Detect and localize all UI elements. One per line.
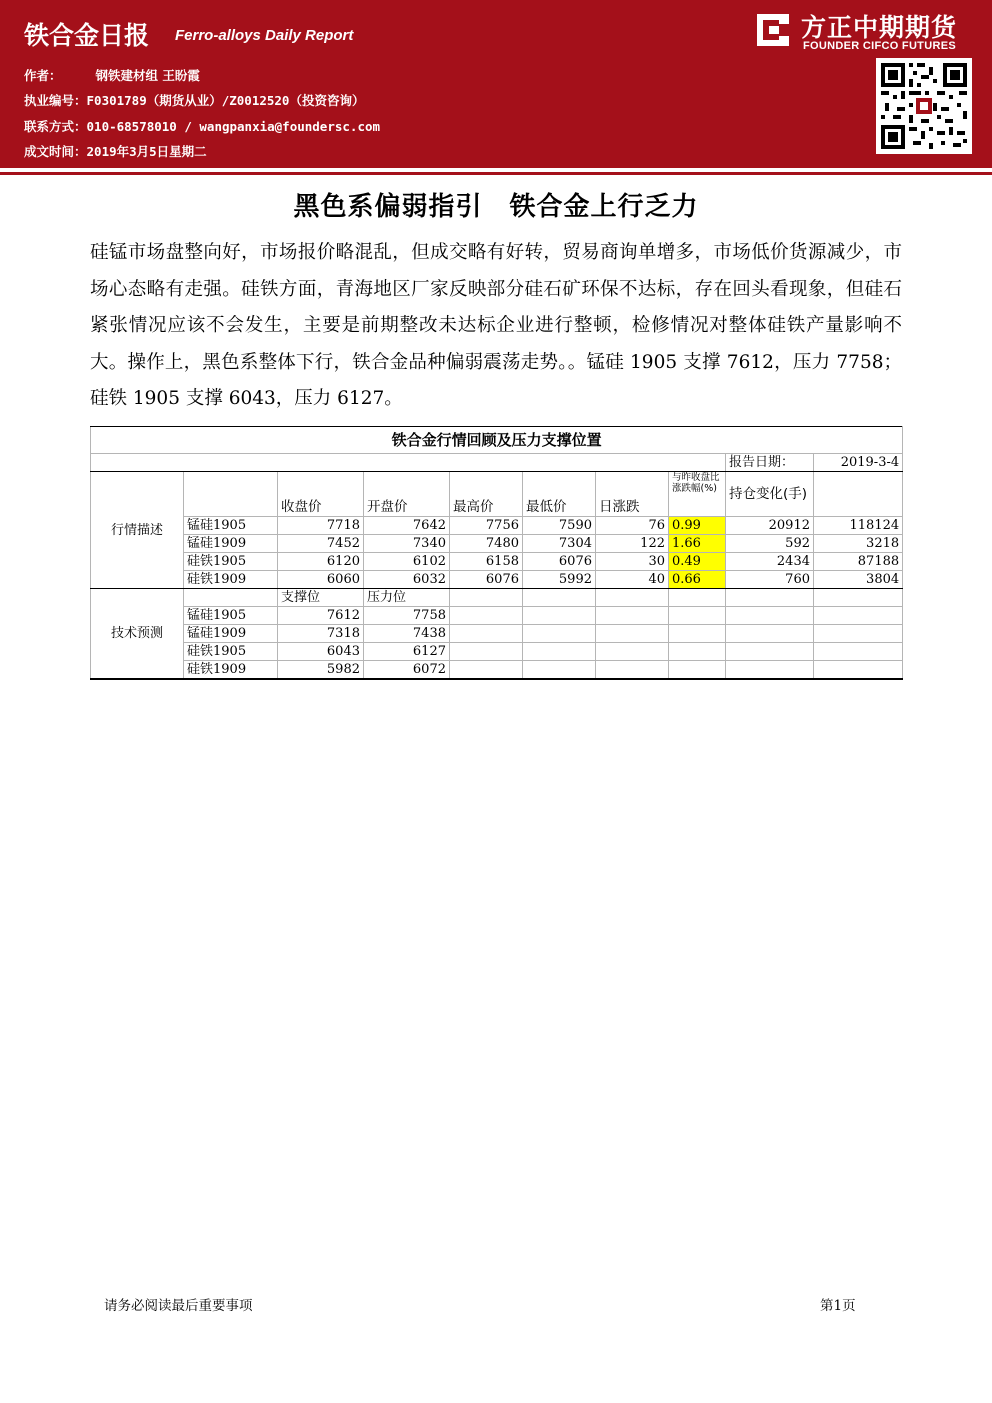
- cell-high: 6158: [450, 553, 523, 571]
- license-label: 执业编号：: [24, 93, 87, 108]
- cell-open: 7340: [364, 535, 450, 553]
- cell-change: 30: [596, 553, 669, 571]
- qr-code-icon[interactable]: [876, 58, 972, 154]
- table-row: [91, 643, 903, 661]
- header-divider: [0, 172, 992, 175]
- header-low: 最低价: [523, 472, 596, 517]
- header-close: 收盘价: [278, 472, 364, 517]
- date-label: 成文时间：: [24, 144, 87, 159]
- header-high: 最高价: [450, 472, 523, 517]
- table-row: [91, 553, 903, 571]
- cell-support: 7612: [278, 607, 364, 625]
- cell-open: 6032: [364, 571, 450, 589]
- header-support: 支撑位: [278, 589, 364, 607]
- cell-resistance: 6072: [364, 661, 450, 680]
- cell-open: 7642: [364, 517, 450, 535]
- license-row: [24, 91, 364, 109]
- table-row: [91, 661, 903, 680]
- header-resistance: 压力位: [364, 589, 450, 607]
- cell-oi-change: 2434: [726, 553, 814, 571]
- cell-pct: 0.66: [669, 571, 726, 589]
- table-row: [91, 625, 903, 643]
- date-value: 2019年3月5日星期二: [86, 144, 207, 159]
- row-name: 锰硅1909: [184, 535, 278, 553]
- header-open: 开盘价: [364, 472, 450, 517]
- header-change: 日涨跌: [596, 472, 669, 517]
- header-oi: 持仓变化(手): [726, 472, 814, 517]
- logo-mark-icon: [753, 10, 793, 50]
- cell-close: 6120: [278, 553, 364, 571]
- summary-paragraph: 硅锰市场盘整向好，市场报价略混乱，但成交略有好转，贸易商询单增多，市场低价货源减少，市场心态略有走强。硅铁方面，青海地区厂家反映部分硅石矿环保不达标，存在回头看现象，但硅石紧张情况应该不会发生，主要是前期整改未达标企业进行整顿，检修情况对整体硅铁产量影响不大。操作上，黑色系整体下行，铁合金品种偏弱震荡走势。。锰硅 1905 支撑 7612，压力 7758；硅铁 1905 支撑 6043，压力 6127。: [90, 242, 902, 409]
- cell-close: 7718: [278, 517, 364, 535]
- cell-high: 7756: [450, 517, 523, 535]
- cell-oi: 87188: [814, 553, 903, 571]
- cell-change: 76: [596, 517, 669, 535]
- table-caption: 铁合金行情回顾及压力支撑位置: [91, 427, 903, 454]
- cell-oi: 3804: [814, 571, 903, 589]
- cell-close: 6060: [278, 571, 364, 589]
- cell-oi-change: 760: [726, 571, 814, 589]
- cell-oi-change: 592: [726, 535, 814, 553]
- row-name: 锰硅1905: [184, 607, 278, 625]
- cell-change: 40: [596, 571, 669, 589]
- ferroalloy-table: [90, 426, 903, 680]
- header-blank: [184, 472, 278, 517]
- row-name: 硅铁1905: [184, 643, 278, 661]
- logo-english-name: FOUNDER CIFCO FUTURES: [803, 40, 956, 52]
- cell-oi: 3218: [814, 535, 903, 553]
- cell-pct: 0.49: [669, 553, 726, 571]
- contact-label: 联系方式：: [24, 119, 87, 134]
- table-row: [91, 607, 903, 625]
- cell-support: 6043: [278, 643, 364, 661]
- cell-oi-change: 20912: [726, 517, 814, 535]
- report-date: 2019-3-4: [814, 454, 903, 472]
- cell-low: 5992: [523, 571, 596, 589]
- section-tech: 技术预测: [91, 589, 184, 680]
- document-title: 黑色系偏弱指引 铁合金上行乏力: [293, 192, 699, 222]
- cell-low: 7590: [523, 517, 596, 535]
- cell-change: 122: [596, 535, 669, 553]
- license-value: F0301789（期货从业）/Z0012520（投资咨询）: [86, 93, 365, 108]
- report-subtitle: Ferro-alloys Daily Report: [175, 27, 354, 44]
- row-name: 硅铁1905: [184, 553, 278, 571]
- cell-resistance: 7758: [364, 607, 450, 625]
- cell-resistance: 6127: [364, 643, 450, 661]
- header-blank-2: [814, 472, 903, 517]
- cell-support: 7318: [278, 625, 364, 643]
- cell-resistance: 7438: [364, 625, 450, 643]
- cell-oi: 118124: [814, 517, 903, 535]
- date-row: [24, 142, 207, 160]
- date-row-spacer: [91, 454, 726, 472]
- cell-pct: 1.66: [669, 535, 726, 553]
- row-name: 锰硅1909: [184, 625, 278, 643]
- cell-close: 7452: [278, 535, 364, 553]
- cell-low: 7304: [523, 535, 596, 553]
- row-name: 硅铁1909: [184, 571, 278, 589]
- row-name: 锰硅1905: [184, 517, 278, 535]
- table-row: [91, 517, 903, 535]
- author-label: 作者：: [24, 68, 62, 83]
- page-number: 第1页: [820, 1298, 856, 1314]
- author-value: 钢铁建材组 王盼霞: [95, 68, 200, 83]
- company-logo: [753, 8, 978, 56]
- cell-support: 5982: [278, 661, 364, 680]
- cell-high: 7480: [450, 535, 523, 553]
- contact-row: [24, 117, 380, 135]
- report-title: 铁合金日报: [24, 21, 150, 50]
- report-date-label: 报告日期：: [726, 454, 814, 472]
- cell-pct: 0.99: [669, 517, 726, 535]
- logo-chinese-name: 方正中期期货: [801, 13, 958, 42]
- header-pct: 与昨收盘比涨跌幅(%): [669, 472, 726, 517]
- cell-high: 6076: [450, 571, 523, 589]
- cell-open: 6102: [364, 553, 450, 571]
- cell-low: 6076: [523, 553, 596, 571]
- section-market: 行情描述: [91, 472, 184, 589]
- table-row: [91, 571, 903, 589]
- tech-header-blank: [184, 589, 278, 607]
- author-row: [24, 66, 200, 84]
- table-row: [91, 535, 903, 553]
- contact-value: 010-68578010 / wangpanxia@foundersc.com: [86, 119, 381, 134]
- row-name: 硅铁1909: [184, 661, 278, 680]
- footer-notice: 请务必阅读最后重要事项: [104, 1298, 253, 1314]
